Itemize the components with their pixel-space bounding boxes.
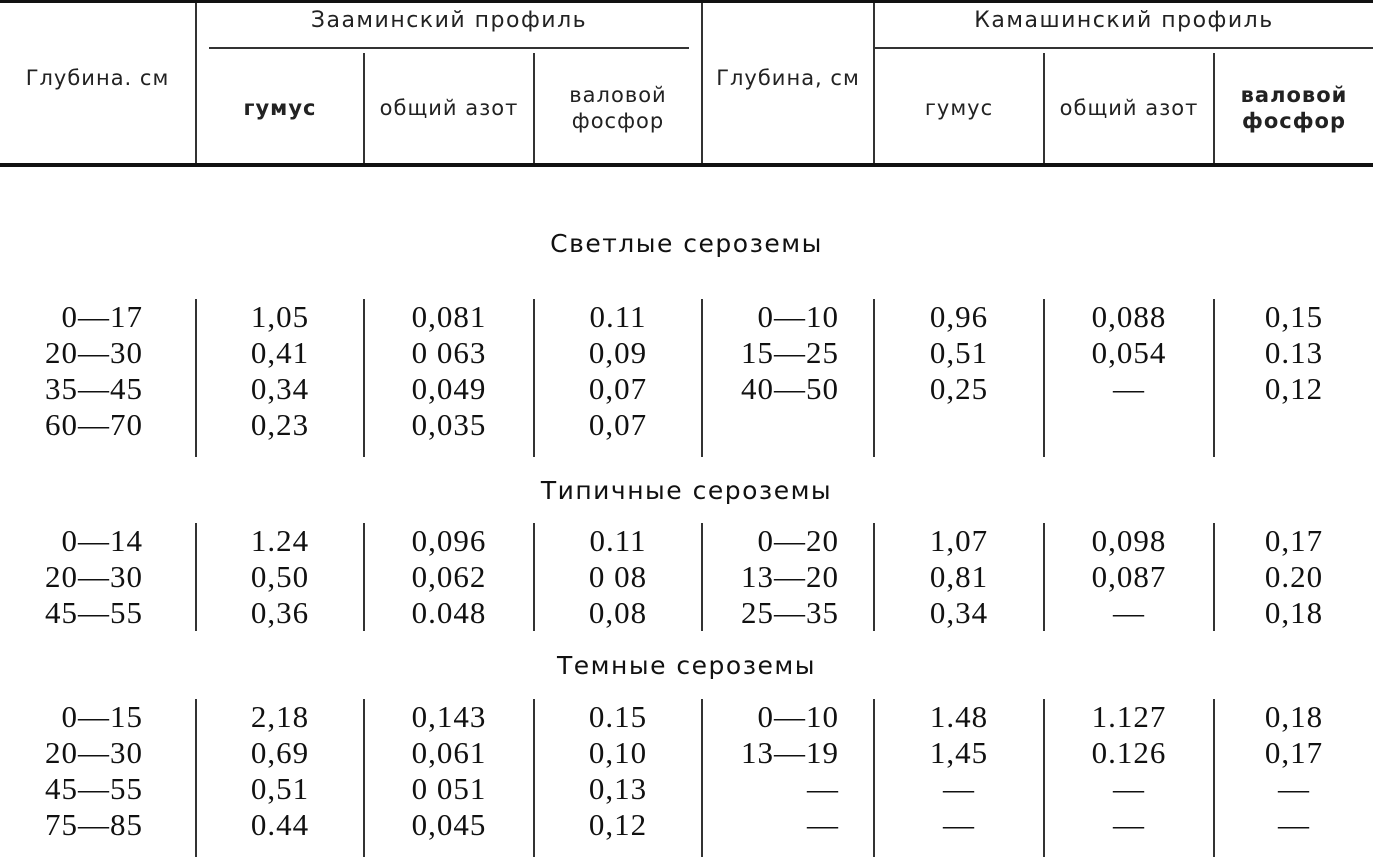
cell-depth-right: 13—19 (702, 735, 874, 771)
table-row (0, 699, 1373, 735)
cell-humus-left: 0,69 (196, 735, 364, 771)
cell-phosphorus-right: — (1278, 771, 1310, 806)
col-header-phosphorus-left-text: валовой фосфор (569, 83, 667, 133)
cell-depth-right: 13—20 (702, 559, 874, 595)
cell-depth-right: 40—50 (702, 371, 874, 407)
cell-humus-right: 0,51 (874, 335, 1044, 371)
cell-depth-left: 0—17 (0, 299, 196, 335)
col-header-phosphorus-right (1214, 53, 1373, 165)
cell-nitrogen-left: 0,035 (364, 407, 534, 443)
section-title-typical: Типичные сероземы (540, 475, 833, 505)
group-header-zaamin-label: Зааминский профиль (209, 8, 689, 49)
cell-humus-left: 0,36 (196, 595, 364, 631)
table-row (0, 335, 1373, 371)
table-row (0, 559, 1373, 595)
cell-depth-left: 20—30 (0, 335, 196, 371)
cell-nitrogen-right: — (1044, 371, 1214, 407)
col-header-nitrogen-right: общий азот (1044, 53, 1214, 165)
cell-humus-right: 1,45 (874, 735, 1044, 771)
cell-phosphorus-right: 0.20 (1264, 559, 1324, 594)
cell-nitrogen-left: 0,081 (364, 299, 534, 335)
cell-humus-left: 2,18 (196, 699, 364, 735)
cell-depth-left: 35—45 (0, 371, 196, 407)
cell-phosphorus-right: 0.13 (1264, 335, 1324, 370)
cell-depth-left: 0—15 (0, 699, 196, 735)
cell-nitrogen-right: 1.127 (1044, 699, 1214, 735)
cell-phosphorus-left: 0.15 (534, 699, 702, 735)
group-header-zaamin (196, 3, 702, 53)
cell-nitrogen-left: 0,049 (364, 371, 534, 407)
cell-humus-left: 0.44 (196, 807, 364, 843)
cell-humus-right: — (874, 771, 1044, 807)
cell-phosphorus-right: 0,15 (1264, 299, 1324, 334)
cell-humus-right: 0,25 (874, 371, 1044, 407)
cell-phosphorus-left: 0,13 (534, 771, 702, 807)
cell-depth-left: 60—70 (0, 407, 196, 443)
cell-depth-left: 20—30 (0, 559, 196, 595)
cell-depth-right (702, 407, 874, 443)
cell-depth-left: 20—30 (0, 735, 196, 771)
cell-nitrogen-left: 0 051 (364, 771, 534, 807)
cell-phosphorus-left: 0,10 (534, 735, 702, 771)
cell-phosphorus-right: 0,18 (1264, 699, 1324, 734)
cell-humus-right: 0,96 (874, 299, 1044, 335)
col-header-humus-left: гумус (196, 53, 364, 165)
cell-phosphorus-left: 0.11 (534, 523, 702, 559)
cell-humus-right: 0,81 (874, 559, 1044, 595)
cell-nitrogen-left: 0.048 (364, 595, 534, 631)
cell-nitrogen-right: — (1044, 771, 1214, 807)
table-row (0, 807, 1373, 843)
cell-phosphorus-right: — (1278, 807, 1310, 842)
cell-humus-right: 1.48 (874, 699, 1044, 735)
cell-nitrogen-right: 0.126 (1044, 735, 1214, 771)
table-row (0, 771, 1373, 807)
depth-header-right: Глубина, см (702, 3, 874, 165)
cell-depth-left: 45—55 (0, 771, 196, 807)
cell-phosphorus-left: 0 08 (534, 559, 702, 595)
cell-nitrogen-right: 0,087 (1044, 559, 1214, 595)
cell-phosphorus-left: 0.11 (534, 299, 702, 335)
group-header-kamashi-label: Камашинский профиль (875, 8, 1373, 49)
cell-phosphorus-right: 0,12 (1264, 371, 1324, 406)
cell-humus-right (874, 407, 1044, 443)
cell-phosphorus-left: 0,12 (534, 807, 702, 843)
cell-depth-right: 0—10 (702, 699, 874, 735)
cell-phosphorus-right: 0,17 (1264, 735, 1324, 770)
col-header-phosphorus-right-text: валовой фосфор (1240, 83, 1348, 133)
table-row (0, 595, 1373, 631)
table-row (0, 735, 1373, 771)
section-title-light: Светлые сероземы (550, 228, 823, 258)
cell-nitrogen-right: 0,098 (1044, 523, 1214, 559)
col-header-nitrogen-left: общий азот (364, 53, 534, 165)
cell-phosphorus-right: 0,17 (1264, 523, 1324, 558)
cell-phosphorus-left: 0,08 (534, 595, 702, 631)
cell-nitrogen-right: 0,088 (1044, 299, 1214, 335)
table-row (0, 299, 1373, 335)
col-header-humus-right: гумус (874, 53, 1044, 165)
cell-phosphorus-left: 0,07 (534, 371, 702, 407)
cell-humus-right: 1,07 (874, 523, 1044, 559)
cell-phosphorus-left: 0,07 (534, 407, 702, 443)
cell-nitrogen-left: 0,045 (364, 807, 534, 843)
depth-header-left: Глубина. см (0, 3, 196, 165)
cell-nitrogen-left: 0,096 (364, 523, 534, 559)
cell-humus-left: 0,41 (196, 335, 364, 371)
section-title-dark: Темные сероземы (557, 650, 816, 680)
cell-depth-right: 0—10 (702, 299, 874, 335)
cell-phosphorus-right (1214, 407, 1373, 443)
cell-humus-left: 0,34 (196, 371, 364, 407)
cell-depth-right: — (702, 807, 874, 843)
cell-nitrogen-right (1044, 407, 1214, 443)
table-row (0, 523, 1373, 559)
cell-humus-left: 1.24 (196, 523, 364, 559)
col-header-phosphorus-left (534, 53, 702, 165)
cell-nitrogen-left: 0,062 (364, 559, 534, 595)
cell-nitrogen-left: 0,143 (364, 699, 534, 735)
cell-depth-left: 75—85 (0, 807, 196, 843)
cell-humus-left: 0,51 (196, 771, 364, 807)
cell-depth-left: 45—55 (0, 595, 196, 631)
table-row (0, 407, 1373, 443)
cell-nitrogen-right: 0,054 (1044, 335, 1214, 371)
table-row (0, 371, 1373, 407)
cell-depth-right: 25—35 (702, 595, 874, 631)
cell-nitrogen-right: — (1044, 595, 1214, 631)
table-body (0, 167, 1373, 857)
cell-humus-right: 0,34 (874, 595, 1044, 631)
group-header-kamashi (874, 3, 1373, 53)
cell-humus-left: 0,50 (196, 559, 364, 595)
cell-nitrogen-left: 0,061 (364, 735, 534, 771)
cell-humus-right: — (874, 807, 1044, 843)
cell-depth-right: 15—25 (702, 335, 874, 371)
cell-phosphorus-left: 0,09 (534, 335, 702, 371)
cell-depth-right: 0—20 (702, 523, 874, 559)
cell-depth-left: 0—14 (0, 523, 196, 559)
cell-depth-right: — (702, 771, 874, 807)
cell-phosphorus-right: 0,18 (1264, 595, 1324, 630)
cell-humus-left: 0,23 (196, 407, 364, 443)
cell-nitrogen-right: — (1044, 807, 1214, 843)
cell-nitrogen-left: 0 063 (364, 335, 534, 371)
cell-humus-left: 1,05 (196, 299, 364, 335)
